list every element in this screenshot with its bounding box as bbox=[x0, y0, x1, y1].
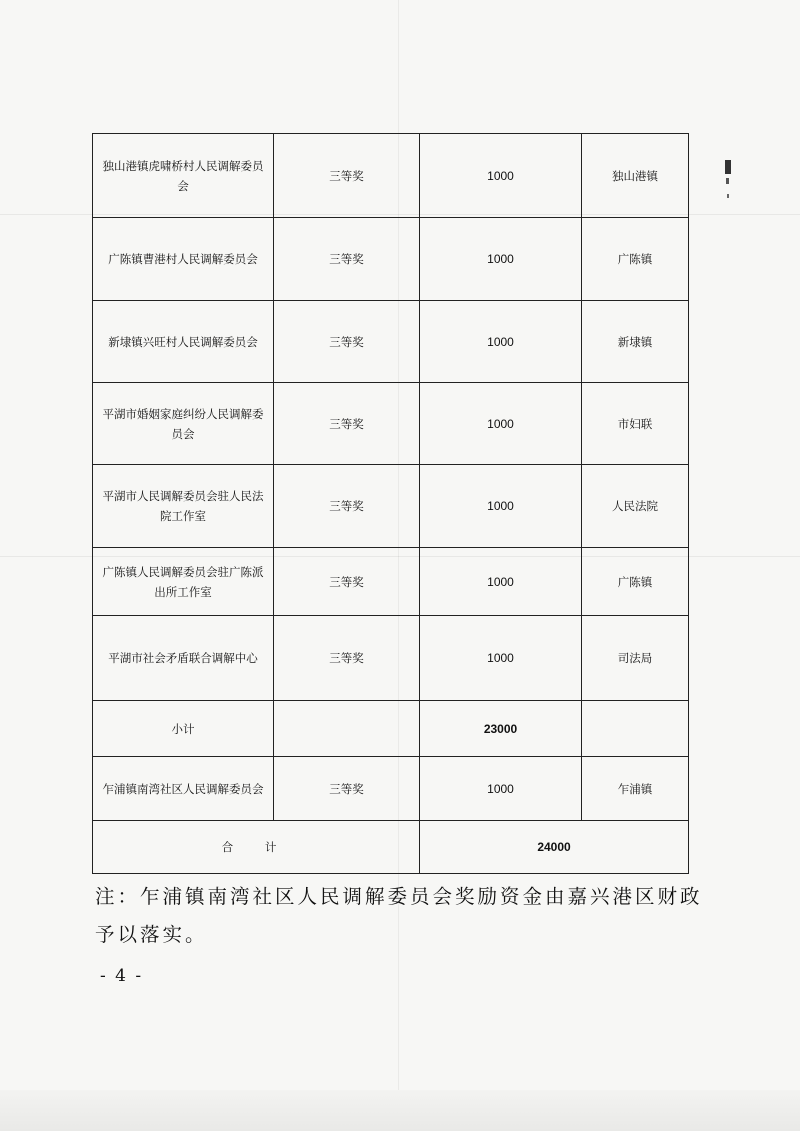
award-level-cell: 三等奖 bbox=[274, 548, 420, 616]
amount-cell: 1000 bbox=[420, 301, 582, 383]
department-cell: 广陈镇 bbox=[582, 548, 689, 616]
table-row bbox=[93, 218, 689, 301]
department-cell: 人民法院 bbox=[582, 465, 689, 548]
amount-cell: 1000 bbox=[420, 134, 582, 218]
amount-cell: 1000 bbox=[420, 548, 582, 616]
award-level-cell: 三等奖 bbox=[274, 134, 420, 218]
unit-name-cell: 平湖市人民调解委员会驻人民法院工作室 bbox=[93, 465, 274, 548]
scan-edge-marks bbox=[722, 158, 734, 218]
table-row bbox=[93, 301, 689, 383]
award-table bbox=[92, 133, 689, 874]
unit-name-cell: 独山港镇虎啸桥村人民调解委员会 bbox=[93, 134, 274, 218]
department-cell: 市妇联 bbox=[582, 383, 689, 465]
amount-cell: 1000 bbox=[420, 616, 582, 701]
unit-name-cell: 乍浦镇南湾社区人民调解委员会 bbox=[93, 757, 274, 821]
table-row bbox=[93, 134, 689, 218]
unit-name-cell: 广陈镇人民调解委员会驻广陈派出所工作室 bbox=[93, 548, 274, 616]
empty-cell bbox=[582, 701, 689, 757]
unit-name-cell: 平湖市婚姻家庭纠纷人民调解委员会 bbox=[93, 383, 274, 465]
table-row bbox=[93, 548, 689, 616]
table-row bbox=[93, 383, 689, 465]
subtotal-row bbox=[93, 701, 689, 757]
amount-cell: 1000 bbox=[420, 218, 582, 301]
total-row bbox=[93, 821, 689, 874]
unit-name-cell: 平湖市社会矛盾联合调解中心 bbox=[93, 616, 274, 701]
table-row bbox=[93, 757, 689, 821]
department-cell: 独山港镇 bbox=[582, 134, 689, 218]
award-level-cell: 三等奖 bbox=[274, 301, 420, 383]
amount-cell: 1000 bbox=[420, 383, 582, 465]
award-level-cell: 三等奖 bbox=[274, 383, 420, 465]
total-label: 合 计 bbox=[93, 821, 420, 874]
department-cell: 司法局 bbox=[582, 616, 689, 701]
footnote bbox=[95, 878, 715, 954]
unit-name-cell: 新埭镇兴旺村人民调解委员会 bbox=[93, 301, 274, 383]
subtotal-label: 小计 bbox=[93, 701, 274, 757]
table-row bbox=[93, 465, 689, 548]
table-row bbox=[93, 616, 689, 701]
footnote-line: 注：乍浦镇南湾社区人民调解委员会奖励资金由嘉兴港区财政 bbox=[95, 885, 703, 908]
award-level-cell: 三等奖 bbox=[274, 218, 420, 301]
amount-cell: 1000 bbox=[420, 757, 582, 821]
footnote-line: 予以落实。 bbox=[95, 923, 208, 946]
total-amount: 24000 bbox=[420, 821, 689, 874]
subtotal-amount: 23000 bbox=[420, 701, 582, 757]
award-level-cell: 三等奖 bbox=[274, 757, 420, 821]
amount-cell: 1000 bbox=[420, 465, 582, 548]
scan-bottom-band bbox=[0, 1090, 800, 1131]
award-level-cell: 三等奖 bbox=[274, 616, 420, 701]
department-cell: 乍浦镇 bbox=[582, 757, 689, 821]
department-cell: 广陈镇 bbox=[582, 218, 689, 301]
empty-cell bbox=[274, 701, 420, 757]
award-level-cell: 三等奖 bbox=[274, 465, 420, 548]
unit-name-cell: 广陈镇曹港村人民调解委员会 bbox=[93, 218, 274, 301]
page-number: - 4 - bbox=[100, 966, 144, 986]
department-cell: 新埭镇 bbox=[582, 301, 689, 383]
